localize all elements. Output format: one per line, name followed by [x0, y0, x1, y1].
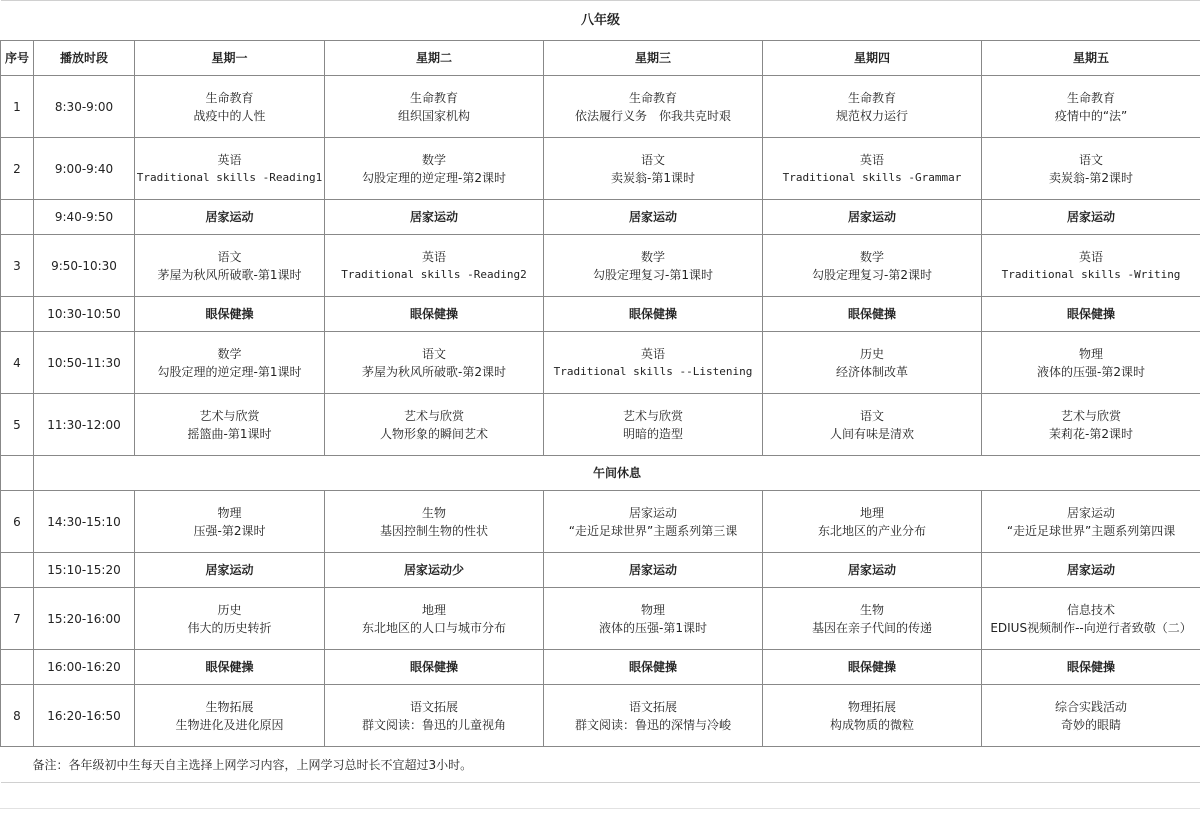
lesson-row — [1, 394, 1200, 456]
lesson-row — [1, 685, 1200, 747]
lesson-subject: 生命教育 — [982, 89, 1200, 107]
lesson-subject: 地理 — [325, 601, 543, 619]
lesson-cell-friday — [982, 235, 1200, 297]
lesson-subject: 信息技术 — [982, 601, 1200, 619]
lesson-subject: 语文拓展 — [544, 698, 762, 716]
lesson-topic: 规范权力运行 — [763, 107, 981, 125]
lesson-cell-wednesday — [544, 394, 763, 456]
activity-row — [1, 297, 1200, 332]
lesson-cell-wednesday — [544, 332, 763, 394]
lesson-cell-friday — [982, 588, 1200, 650]
lesson-cell-thursday — [763, 394, 982, 456]
lesson-topic: 勾股定理复习-第1课时 — [544, 266, 762, 284]
lesson-topic: 奇妙的眼睛 — [982, 716, 1200, 734]
lesson-cell-wednesday — [544, 491, 763, 553]
activity-cell-wednesday: 眼保健操 — [544, 650, 763, 685]
header-thursday: 星期四 — [763, 41, 982, 76]
time-slot: 9:00-9:40 — [34, 138, 135, 200]
lesson-cell-tuesday — [325, 685, 544, 747]
time-slot: 10:30-10:50 — [34, 297, 135, 332]
row-index: 1 — [1, 76, 34, 138]
lesson-cell-thursday — [763, 685, 982, 747]
lesson-subject: 艺术与欣赏 — [135, 407, 324, 425]
lesson-subject: 生物拓展 — [135, 698, 324, 716]
lesson-cell-thursday — [763, 235, 982, 297]
lesson-cell-wednesday — [544, 588, 763, 650]
activity-cell-wednesday: 居家运动 — [544, 553, 763, 588]
lesson-cell-tuesday — [325, 76, 544, 138]
lunch-index-cell — [1, 456, 34, 491]
lesson-subject: 综合实践活动 — [982, 698, 1200, 716]
lesson-cell-friday — [982, 138, 1200, 200]
lesson-topic: 组织国家机构 — [325, 107, 543, 125]
activity-cell-friday: 眼保健操 — [982, 297, 1200, 332]
lesson-subject: 居家运动 — [544, 504, 762, 522]
row-index — [1, 200, 34, 235]
lesson-cell-friday — [982, 491, 1200, 553]
lesson-topic: 人物形象的瞬间艺术 — [325, 425, 543, 443]
lesson-cell-monday — [135, 394, 325, 456]
lesson-cell-monday — [135, 491, 325, 553]
activity-cell-thursday: 眼保健操 — [763, 650, 982, 685]
activity-cell-thursday: 眼保健操 — [763, 297, 982, 332]
lesson-subject: 地理 — [763, 504, 981, 522]
lesson-topic: 经济体制改革 — [763, 363, 981, 381]
lesson-subject: 语文 — [544, 151, 762, 169]
activity-cell-friday: 眼保健操 — [982, 650, 1200, 685]
lesson-cell-friday — [982, 76, 1200, 138]
activity-cell-monday: 眼保健操 — [135, 650, 325, 685]
lesson-subject: 数学 — [544, 248, 762, 266]
lesson-subject: 物理 — [982, 345, 1200, 363]
lunch-row — [1, 456, 1200, 491]
lesson-subject: 艺术与欣赏 — [325, 407, 543, 425]
lesson-subject: 语文 — [763, 407, 981, 425]
lesson-cell-tuesday — [325, 138, 544, 200]
lesson-cell-thursday — [763, 491, 982, 553]
lesson-topic: 卖炭翁-第1课时 — [544, 169, 762, 187]
lesson-subject: 英语 — [325, 248, 543, 266]
lesson-row — [1, 138, 1200, 200]
lesson-topic: 液体的压强-第1课时 — [544, 619, 762, 637]
lesson-subject: 英语 — [544, 345, 762, 363]
activity-cell-wednesday: 眼保健操 — [544, 297, 763, 332]
lesson-topic: 群文阅读：鲁迅的深情与冷峻 — [544, 716, 762, 734]
lesson-subject: 数学 — [325, 151, 543, 169]
lesson-cell-monday — [135, 332, 325, 394]
note-text: 备注：各年级初中生每天自主选择上网学习内容，上网学习总时长不宜超过3小时。 — [1, 747, 1200, 783]
lesson-subject: 生物 — [325, 504, 543, 522]
lesson-topic: 群文阅读：鲁迅的儿童视角 — [325, 716, 543, 734]
lesson-cell-thursday — [763, 138, 982, 200]
lesson-topic: 东北地区的产业分布 — [763, 522, 981, 540]
lesson-row — [1, 76, 1200, 138]
lesson-topic: 勾股定理的逆定理-第1课时 — [135, 363, 324, 381]
lesson-topic: 勾股定理的逆定理-第2课时 — [325, 169, 543, 187]
lesson-subject: 语文 — [135, 248, 324, 266]
grade-title: 八年级 — [1, 1, 1200, 41]
lesson-topic: “走近足球世界”主题系列第三课 — [544, 522, 762, 540]
lesson-subject: 艺术与欣赏 — [982, 407, 1200, 425]
row-index: 6 — [1, 491, 34, 553]
lesson-topic: 东北地区的人口与城市分布 — [325, 619, 543, 637]
lesson-topic: 摇篮曲-第1课时 — [135, 425, 324, 443]
header-wednesday: 星期三 — [544, 41, 763, 76]
lesson-topic: 疫情中的“法” — [982, 107, 1200, 125]
lunch-break-label: 午间休息 — [34, 456, 1200, 491]
lesson-cell-friday — [982, 394, 1200, 456]
lesson-subject: 英语 — [135, 151, 324, 169]
lesson-topic: Traditional skills --Listening — [544, 363, 762, 381]
row-index: 8 — [1, 685, 34, 747]
activity-row — [1, 200, 1200, 235]
header-friday: 星期五 — [982, 41, 1200, 76]
row-index — [1, 297, 34, 332]
lesson-cell-tuesday — [325, 491, 544, 553]
sheet-gridline — [0, 808, 1200, 829]
lesson-subject: 生物 — [763, 601, 981, 619]
lesson-cell-thursday — [763, 76, 982, 138]
lesson-cell-thursday — [763, 588, 982, 650]
row-index — [1, 553, 34, 588]
lesson-topic: 压强-第2课时 — [135, 522, 324, 540]
lesson-subject: 英语 — [763, 151, 981, 169]
row-index: 7 — [1, 588, 34, 650]
lesson-topic: EDIUS视频制作--向逆行者致敬（二） — [982, 619, 1200, 637]
row-index: 5 — [1, 394, 34, 456]
lesson-subject: 语文拓展 — [325, 698, 543, 716]
lesson-subject: 语文 — [982, 151, 1200, 169]
activity-cell-thursday: 居家运动 — [763, 200, 982, 235]
title-row — [1, 1, 1200, 41]
activity-cell-tuesday: 眼保健操 — [325, 297, 544, 332]
lesson-topic: 茅屋为秋风所破歌-第2课时 — [325, 363, 543, 381]
time-slot: 9:40-9:50 — [34, 200, 135, 235]
lesson-topic: Traditional skills -Reading1 — [135, 169, 324, 187]
header-row — [1, 41, 1200, 76]
lesson-topic: 人间有味是清欢 — [763, 425, 981, 443]
activity-row — [1, 650, 1200, 685]
lesson-topic: 基因控制生物的性状 — [325, 522, 543, 540]
lesson-cell-monday — [135, 685, 325, 747]
lesson-topic: 伟大的历史转折 — [135, 619, 324, 637]
time-slot: 10:50-11:30 — [34, 332, 135, 394]
lesson-cell-wednesday — [544, 685, 763, 747]
lesson-subject: 历史 — [135, 601, 324, 619]
lesson-topic: 明暗的造型 — [544, 425, 762, 443]
activity-cell-tuesday: 居家运动少 — [325, 553, 544, 588]
lesson-subject: 生命教育 — [325, 89, 543, 107]
time-slot: 11:30-12:00 — [34, 394, 135, 456]
lesson-topic: Traditional skills -Reading2 — [325, 266, 543, 284]
lesson-cell-tuesday — [325, 332, 544, 394]
lesson-topic: 液体的压强-第2课时 — [982, 363, 1200, 381]
row-index: 2 — [1, 138, 34, 200]
lesson-cell-thursday — [763, 332, 982, 394]
activity-row — [1, 553, 1200, 588]
lesson-topic: Traditional skills -Writing — [982, 266, 1200, 284]
lesson-subject: 艺术与欣赏 — [544, 407, 762, 425]
lesson-cell-wednesday — [544, 138, 763, 200]
lesson-topic: 茉莉花-第2课时 — [982, 425, 1200, 443]
lesson-topic: 构成物质的微粒 — [763, 716, 981, 734]
activity-cell-thursday: 居家运动 — [763, 553, 982, 588]
lesson-subject: 物理 — [135, 504, 324, 522]
lesson-subject: 生命教育 — [135, 89, 324, 107]
lesson-topic: 勾股定理复习-第2课时 — [763, 266, 981, 284]
time-slot: 16:20-16:50 — [34, 685, 135, 747]
lesson-cell-tuesday — [325, 394, 544, 456]
time-slot: 8:30-9:00 — [34, 76, 135, 138]
time-slot: 15:20-16:00 — [34, 588, 135, 650]
header-monday: 星期一 — [135, 41, 325, 76]
activity-cell-wednesday: 居家运动 — [544, 200, 763, 235]
header-index: 序号 — [1, 41, 34, 76]
lesson-row — [1, 332, 1200, 394]
lesson-row — [1, 588, 1200, 650]
time-slot: 16:00-16:20 — [34, 650, 135, 685]
activity-cell-friday: 居家运动 — [982, 553, 1200, 588]
lesson-cell-monday — [135, 588, 325, 650]
time-slot: 15:10-15:20 — [34, 553, 135, 588]
lesson-cell-tuesday — [325, 588, 544, 650]
lesson-subject: 语文 — [325, 345, 543, 363]
lesson-topic: “走近足球世界”主题系列第四课 — [982, 522, 1200, 540]
lesson-subject: 居家运动 — [982, 504, 1200, 522]
header-time: 播放时段 — [34, 41, 135, 76]
lesson-subject: 物理拓展 — [763, 698, 981, 716]
row-index — [1, 650, 34, 685]
note-row — [1, 747, 1200, 783]
lesson-topic: 战疫中的人性 — [135, 107, 324, 125]
lesson-subject: 生命教育 — [544, 89, 762, 107]
lesson-subject: 数学 — [763, 248, 981, 266]
activity-cell-monday: 居家运动 — [135, 553, 325, 588]
time-slot: 9:50-10:30 — [34, 235, 135, 297]
lesson-subject: 数学 — [135, 345, 324, 363]
activity-cell-friday: 居家运动 — [982, 200, 1200, 235]
lesson-subject: 物理 — [544, 601, 762, 619]
lesson-cell-tuesday — [325, 235, 544, 297]
lesson-topic: 基因在亲子代间的传递 — [763, 619, 981, 637]
activity-cell-tuesday: 眼保健操 — [325, 650, 544, 685]
lesson-cell-monday — [135, 235, 325, 297]
lesson-cell-friday — [982, 332, 1200, 394]
lesson-subject: 生命教育 — [763, 89, 981, 107]
row-index: 4 — [1, 332, 34, 394]
row-index: 3 — [1, 235, 34, 297]
lesson-topic: Traditional skills -Grammar — [763, 169, 981, 187]
lesson-topic: 茅屋为秋风所破歌-第1课时 — [135, 266, 324, 284]
activity-cell-monday: 眼保健操 — [135, 297, 325, 332]
lesson-cell-monday — [135, 138, 325, 200]
activity-cell-tuesday: 居家运动 — [325, 200, 544, 235]
lesson-subject: 历史 — [763, 345, 981, 363]
lesson-topic: 生物进化及进化原因 — [135, 716, 324, 734]
lesson-topic: 卖炭翁-第2课时 — [982, 169, 1200, 187]
lesson-topic: 依法履行义务 你我共克时艰 — [544, 107, 762, 125]
header-tuesday: 星期二 — [325, 41, 544, 76]
lesson-cell-wednesday — [544, 76, 763, 138]
lesson-row — [1, 235, 1200, 297]
lesson-subject: 英语 — [982, 248, 1200, 266]
activity-cell-monday: 居家运动 — [135, 200, 325, 235]
lesson-cell-monday — [135, 76, 325, 138]
lesson-row — [1, 491, 1200, 553]
lesson-cell-friday — [982, 685, 1200, 747]
time-slot: 14:30-15:10 — [34, 491, 135, 553]
lesson-cell-wednesday — [544, 235, 763, 297]
